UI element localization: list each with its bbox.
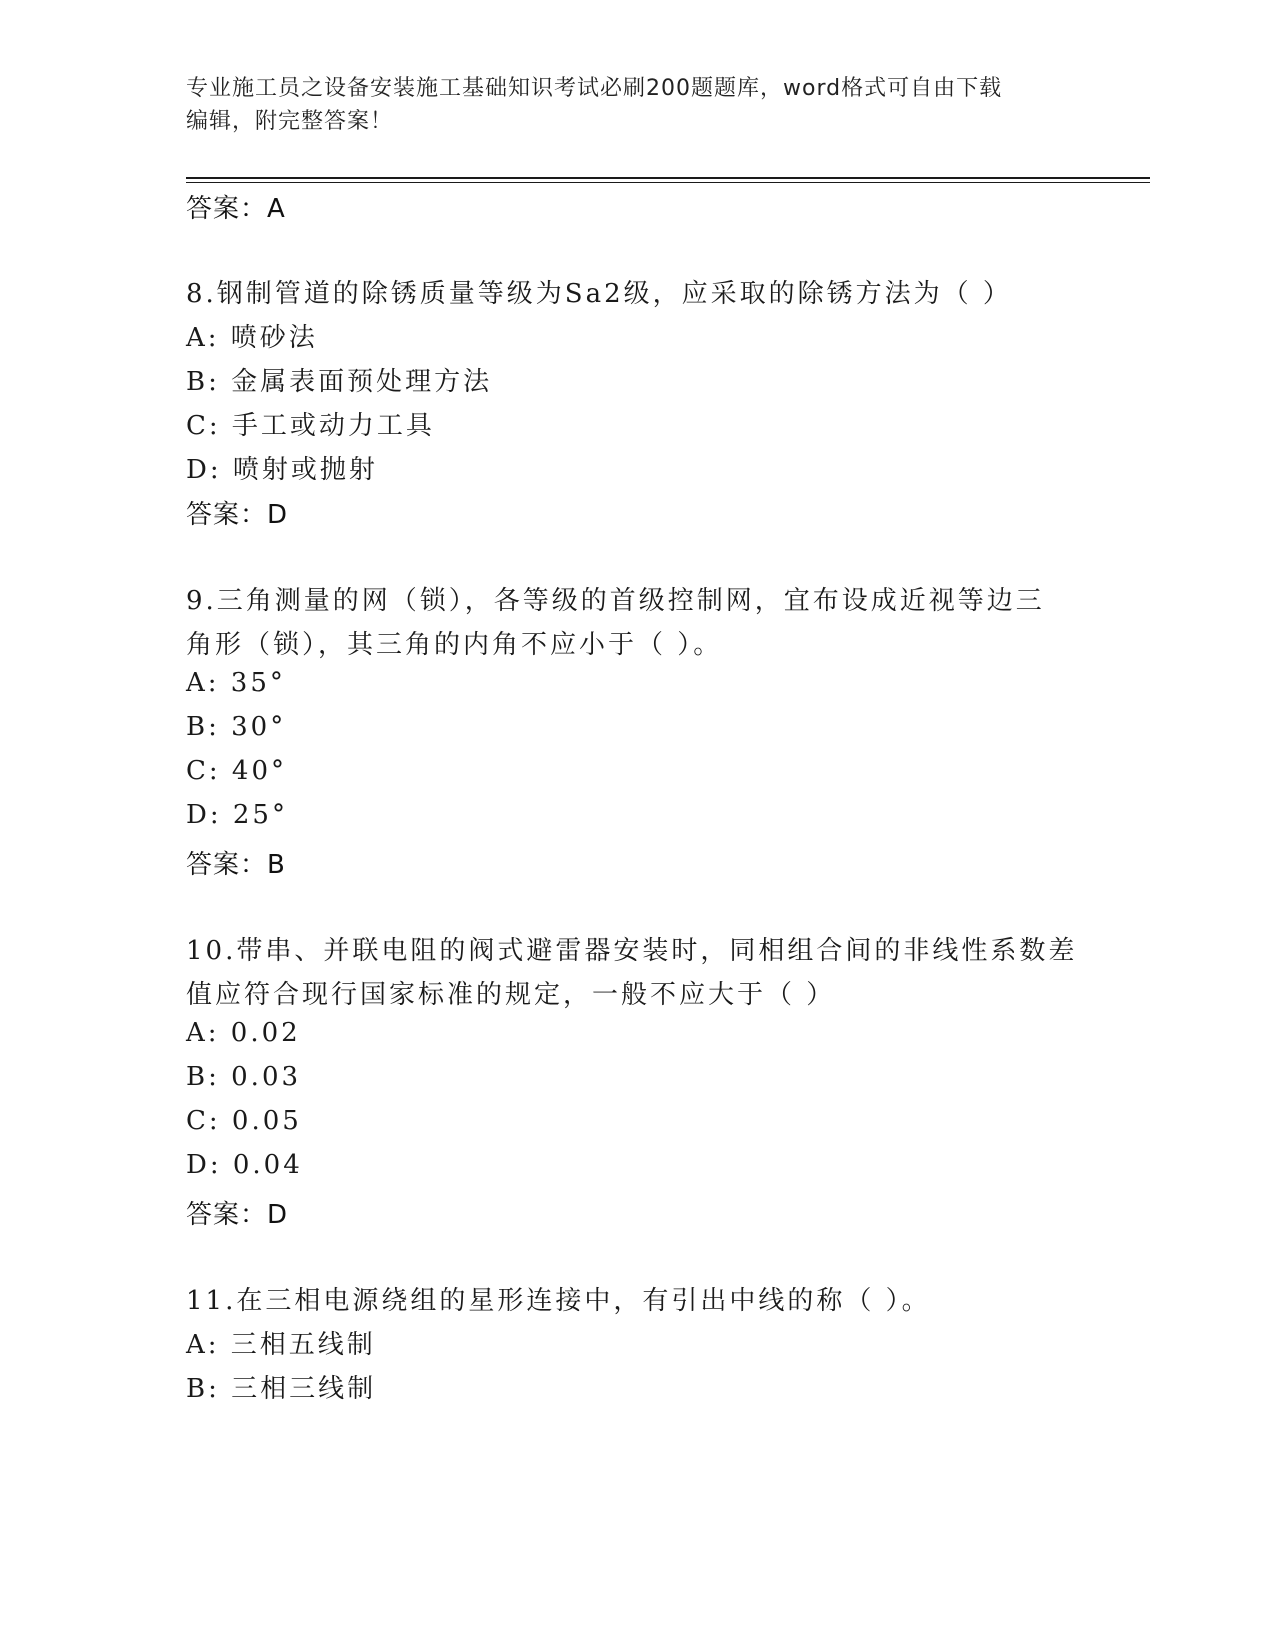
question-10-option-a: A: 0.02 [186, 1018, 301, 1048]
question-10-option-b: B: 0.03 [186, 1062, 302, 1092]
question-10-stem-line-1: 10.带串、并联电阻的阀式避雷器安装时，同相组合间的非线性系数差 [186, 936, 1078, 966]
header-divider-thin [186, 182, 1150, 183]
document-header [186, 72, 1086, 138]
question-10-option-c: C: 0.05 [186, 1106, 302, 1136]
header-line-1: 专业施工员之设备安装施工基础知识考试必刷200题题库，word格式可自由下载 [186, 76, 1003, 101]
question-10-stem-line-2: 值应符合现行国家标准的规定，一般不应大于（ ） [186, 980, 836, 1010]
question-9-option-b: B: 30° [186, 712, 287, 742]
question-11-option-b: B: 三相三线制 [186, 1374, 377, 1404]
header-line-2: 编辑，附完整答案！ [186, 109, 394, 134]
answer-q7: 答案：A [186, 194, 286, 224]
header-divider-thick [186, 177, 1150, 179]
question-9-option-d: D: 25° [186, 800, 288, 830]
question-9-stem-line-1: 9.三角测量的网（锁），各等级的首级控制网，宜布设成近视等边三 [186, 586, 1045, 616]
question-10-option-d: D: 0.04 [186, 1150, 303, 1180]
question-8-option-a: A: 喷砂法 [186, 323, 318, 353]
answer-q8: 答案：D [186, 500, 289, 530]
question-8-option-b: B: 金属表面预处理方法 [186, 367, 493, 397]
question-9-option-c: C: 40° [186, 756, 288, 786]
question-8-stem: 8.钢制管道的除锈质量等级为Sa2级，应采取的除锈方法为（ ） [186, 279, 1012, 309]
answer-q9: 答案：B [186, 850, 286, 880]
question-8-option-c: C: 手工或动力工具 [186, 411, 435, 441]
question-9-stem-line-2: 角形（锁），其三角的内角不应小于（ ）。 [186, 630, 723, 660]
question-8-option-d: D: 喷射或抛射 [186, 455, 378, 485]
answer-q10: 答案：D [186, 1200, 289, 1230]
question-11-option-a: A: 三相五线制 [186, 1330, 376, 1360]
question-9-option-a: A: 35° [186, 668, 286, 698]
question-11-stem: 11.在三相电源绕组的星形连接中，有引出中线的称（ ）。 [186, 1286, 931, 1316]
